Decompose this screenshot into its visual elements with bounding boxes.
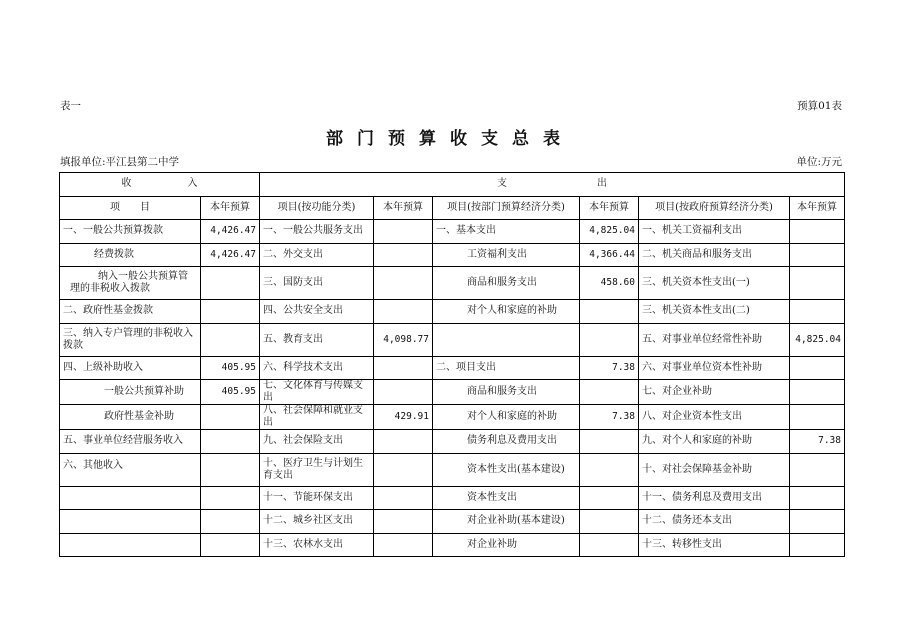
table-number: 预算01表 xyxy=(797,100,842,112)
income-amount: 405.95 xyxy=(201,380,260,405)
func-amount xyxy=(374,430,433,454)
dept-amount: 7.38 xyxy=(580,405,639,430)
income-amount: 405.95 xyxy=(201,356,260,380)
gov-item: 三、机关资本性支出(二) xyxy=(639,300,790,324)
gov-item: 一、机关工资福利支出 xyxy=(639,220,790,244)
dept-amount: 4,825.04 xyxy=(580,220,639,244)
income-amount xyxy=(201,533,260,557)
table-row xyxy=(60,510,845,534)
col-header-amount: 本年预算 xyxy=(580,196,639,220)
gov-item: 九、对个人和家庭的补助 xyxy=(639,430,790,454)
dept-item: 工资福利支出 xyxy=(433,243,580,267)
gov-amount: 4,825.04 xyxy=(790,323,845,356)
func-amount: 429.91 xyxy=(374,405,433,430)
expense-group-header xyxy=(260,173,845,197)
table-row xyxy=(60,323,845,356)
gov-amount xyxy=(790,356,845,380)
dept-amount: 458.60 xyxy=(580,267,639,300)
income-amount xyxy=(201,510,260,534)
gov-amount xyxy=(790,510,845,534)
reporting-unit: 填报单位:平江县第二中学 xyxy=(60,156,180,168)
func-item: 一、一般公共服务支出 xyxy=(260,220,374,244)
gov-item: 十、对社会保障基金补助 xyxy=(639,453,790,486)
expense-header-left: 支 xyxy=(497,178,507,190)
dept-amount xyxy=(580,380,639,405)
income-item: 二、政府性基金拨款 xyxy=(60,300,201,324)
dept-amount xyxy=(580,510,639,534)
gov-amount xyxy=(790,300,845,324)
dept-item: 资本性支出 xyxy=(433,486,580,510)
func-item: 八、社会保障和就业支出 xyxy=(260,405,374,430)
gov-item: 十三、转移性支出 xyxy=(639,533,790,557)
col-header-gov: 项目(按政府预算经济分类) xyxy=(639,196,790,220)
income-amount xyxy=(201,267,260,300)
income-item: 一、一般公共预算拨款 xyxy=(60,220,201,244)
func-amount xyxy=(374,356,433,380)
income-amount xyxy=(201,405,260,430)
dept-item: 资本性支出(基本建设) xyxy=(433,453,580,486)
func-item: 三、国防支出 xyxy=(260,267,374,300)
income-header-right: 入 xyxy=(187,178,198,190)
gov-item: 三、机关资本性支出(一) xyxy=(639,267,790,300)
func-item: 七、文化体育与传媒支出 xyxy=(260,380,374,405)
income-item: 纳入一般公共预算管理的非税收入拨款 xyxy=(60,267,201,300)
currency-unit: 单位:万元 xyxy=(796,156,842,168)
table-row xyxy=(60,300,845,324)
gov-item: 二、机关商品和服务支出 xyxy=(639,243,790,267)
dept-amount xyxy=(580,323,639,356)
dept-amount xyxy=(580,486,639,510)
col-header-dept: 项目(按部门预算经济分类) xyxy=(433,196,580,220)
func-item: 四、公共安全支出 xyxy=(260,300,374,324)
table-row xyxy=(60,356,845,380)
col-header-func: 项目(按功能分类) xyxy=(260,196,374,220)
dept-item: 对企业补助(基本建设) xyxy=(433,510,580,534)
dept-amount xyxy=(580,453,639,486)
dept-amount: 4,366.44 xyxy=(580,243,639,267)
expense-header-right: 出 xyxy=(597,178,607,190)
dept-item: 商品和服务支出 xyxy=(433,267,580,300)
form-number: 表一 xyxy=(60,100,81,112)
income-item: 一般公共预算补助 xyxy=(60,380,201,405)
gov-amount xyxy=(790,533,845,557)
func-item: 十一、节能环保支出 xyxy=(260,486,374,510)
func-amount xyxy=(374,220,433,244)
func-amount xyxy=(374,453,433,486)
page-title: 部门预算收支总表 xyxy=(326,129,574,149)
gov-item: 六、对事业单位资本性补助 xyxy=(639,356,790,380)
dept-amount xyxy=(580,430,639,454)
dept-item: 一、基本支出 xyxy=(433,220,580,244)
gov-amount xyxy=(790,453,845,486)
func-item: 十二、城乡社区支出 xyxy=(260,510,374,534)
gov-item: 十二、债务还本支出 xyxy=(639,510,790,534)
income-item: 三、纳入专户管理的非税收入拨款 xyxy=(60,323,201,356)
table-row xyxy=(60,220,845,244)
income-item: 经费拨款 xyxy=(60,243,201,267)
income-item: 六、其他收入 xyxy=(60,453,201,486)
income-item: 政府性基金补助 xyxy=(60,405,201,430)
dept-item: 对企业补助 xyxy=(433,533,580,557)
table-row xyxy=(60,405,845,430)
dept-amount xyxy=(580,533,639,557)
gov-amount xyxy=(790,243,845,267)
col-header-item: 项 目 xyxy=(60,196,201,220)
gov-amount xyxy=(790,380,845,405)
dept-item xyxy=(433,323,580,356)
func-item: 十、医疗卫生与计划生育支出 xyxy=(260,453,374,486)
func-amount xyxy=(374,243,433,267)
gov-amount xyxy=(790,220,845,244)
group-header-row xyxy=(60,173,845,197)
income-amount xyxy=(201,430,260,454)
col-header-amount: 本年预算 xyxy=(790,196,845,220)
budget-summary-table xyxy=(59,172,845,557)
func-item: 十三、农林水支出 xyxy=(260,533,374,557)
income-amount: 4,426.47 xyxy=(201,243,260,267)
income-amount xyxy=(201,453,260,486)
gov-item: 五、对事业单位经常性补助 xyxy=(639,323,790,356)
income-amount xyxy=(201,486,260,510)
income-amount xyxy=(201,323,260,356)
table-row xyxy=(60,486,845,510)
func-amount xyxy=(374,300,433,324)
income-group-header xyxy=(60,173,260,197)
func-item: 九、社会保险支出 xyxy=(260,430,374,454)
income-item xyxy=(60,533,201,557)
func-amount xyxy=(374,510,433,534)
column-header-row xyxy=(60,196,845,220)
col-header-amount: 本年预算 xyxy=(201,196,260,220)
dept-item: 对个人和家庭的补助 xyxy=(433,300,580,324)
func-amount xyxy=(374,267,433,300)
table-row xyxy=(60,453,845,486)
dept-item: 商品和服务支出 xyxy=(433,380,580,405)
gov-amount: 7.38 xyxy=(790,430,845,454)
income-item: 五、事业单位经营服务收入 xyxy=(60,430,201,454)
income-item xyxy=(60,486,201,510)
gov-item: 七、对企业补助 xyxy=(639,380,790,405)
gov-item: 十一、债务利息及费用支出 xyxy=(639,486,790,510)
func-amount xyxy=(374,486,433,510)
gov-item: 八、对企业资本性支出 xyxy=(639,405,790,430)
gov-amount xyxy=(790,486,845,510)
dept-item: 二、项目支出 xyxy=(433,356,580,380)
table-row xyxy=(60,430,845,454)
func-amount xyxy=(374,380,433,405)
dept-amount: 7.38 xyxy=(580,356,639,380)
table-row xyxy=(60,380,845,405)
func-item: 六、科学技术支出 xyxy=(260,356,374,380)
dept-item: 债务利息及费用支出 xyxy=(433,430,580,454)
gov-amount xyxy=(790,267,845,300)
dept-item: 对个人和家庭的补助 xyxy=(433,405,580,430)
dept-amount xyxy=(580,300,639,324)
income-item xyxy=(60,510,201,534)
table-row xyxy=(60,267,845,300)
col-header-amount: 本年预算 xyxy=(374,196,433,220)
income-header-left: 收 xyxy=(121,178,132,190)
func-amount xyxy=(374,533,433,557)
income-amount: 4,426.47 xyxy=(201,220,260,244)
func-item: 五、教育支出 xyxy=(260,323,374,356)
func-amount: 4,098.77 xyxy=(374,323,433,356)
income-item: 四、上级补助收入 xyxy=(60,356,201,380)
gov-amount xyxy=(790,405,845,430)
func-item: 二、外交支出 xyxy=(260,243,374,267)
table-row xyxy=(60,533,845,557)
table-row xyxy=(60,243,845,267)
income-amount xyxy=(201,300,260,324)
